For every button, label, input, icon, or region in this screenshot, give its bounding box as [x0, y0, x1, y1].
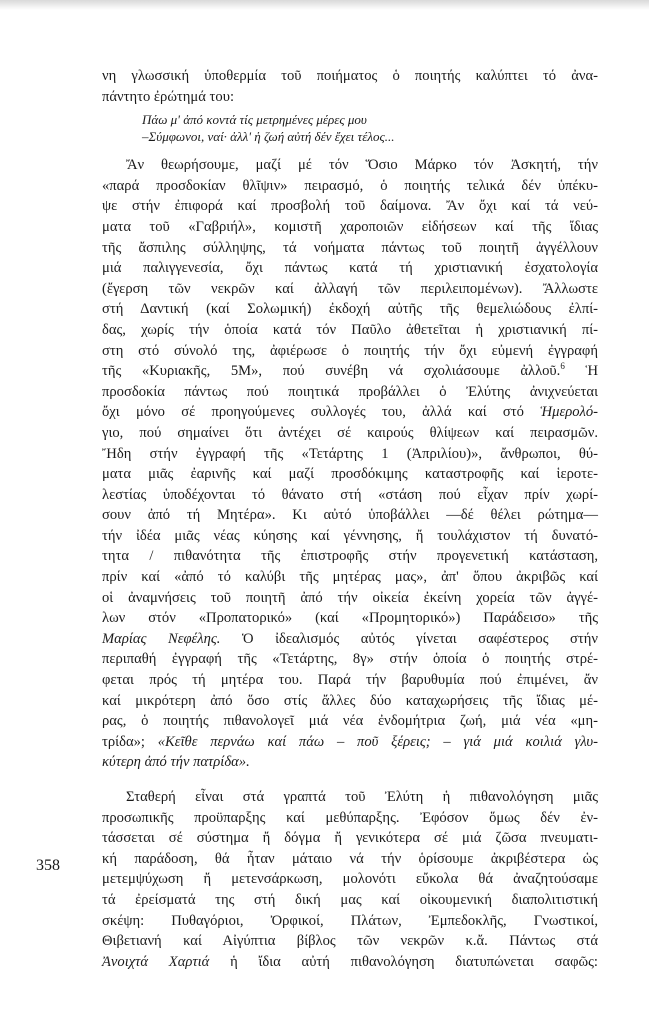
- text-line: [102, 952, 598, 973]
- inline-quote: «Κεῖθε περνάω καί πάω – ποῦ ξέρεις; – γιά μιά κοιλιά γλυ-: [157, 733, 598, 750]
- text-line: [102, 629, 598, 650]
- text-line: γιο, πού σημαίνει ὅτι ἀντέχει σέ καιρούς θλίψεων καί πειρασμῶν.: [102, 424, 598, 441]
- text-segment: τρίδα»;: [102, 733, 145, 750]
- text-segment: Ὁ ἰδεαλισμός αὐτός γίνεται σαφέστερος στήν: [241, 630, 598, 647]
- text-line: στή Δαντική (καί Σολωμική) ἐκδοχή αὐτῆς τῆς θεμελιώδους ἐλπί-: [102, 301, 598, 318]
- text-line: στη στό σύνολό της, ἀφιέρωσε ὁ ποιητής τήν ὄχι εὐμενή ἐγγραφή: [102, 342, 598, 359]
- text-segment: Ἡ: [585, 363, 598, 380]
- book-title-hmerologio: Ἡμερολό-: [540, 404, 598, 421]
- text-line: οἱ ἀναμνήσεις τοῦ ποιητῆ ἀπό τήν οἰκεία ἐκείνη χορεία τῶν ἀγγέ-: [102, 589, 598, 606]
- text-line: ματα μιᾶς ἐαρινῆς καί μαζί προσδόκιμης καταστροφῆς καί ἱεροτε-: [102, 466, 598, 483]
- text-line: [102, 361, 598, 382]
- text-line: [102, 732, 598, 753]
- opening-paragraph: [102, 66, 598, 107]
- text-line: ψε στήν ἐπιφορά καί προσβολή τοῦ δαίμονα. Ἄν ὄχι καί τά νεύ-: [102, 198, 598, 215]
- text-line: σουν ἀπό τή Μητέρα». Κι αὐτό ὑποβάλλει —δέ θέλει ρώτημα—: [102, 507, 598, 524]
- text-segment: ἡ ἴδια αὐτή πιθανολόγηση διατυπώνεται σαφῶς:: [230, 953, 598, 970]
- quote-line: –Σύμφωνοι, ναί· ἀλλ' ἡ ζωή αὐτή δέν ἔχει τέλος...: [142, 129, 395, 145]
- text-line: Ἄν θεωρήσουμε, μαζί μέ τόν Ὅσιο Μάρκο τόν Ἀσκητή, τήν: [126, 157, 598, 174]
- paragraph-2: [102, 787, 598, 972]
- text-line: νη γλωσσική ὑποθερμία τοῦ ποιήματος ὁ ποιητής καλύπτει τό ἀνα-: [102, 68, 598, 84]
- text-line: Σταθερή εἶναι στά γραπτά τοῦ Ἐλύτη ἡ πιθανολόγηση μιᾶς: [126, 789, 598, 805]
- text-line: σκέψη: Πυθαγόριοι, Ὀρφικοί, Πλάτων, Ἐμπεδοκλῆς, Γνωστικοί,: [102, 912, 598, 929]
- text-line: προσδοκία πάντως πού ποιητικά προβάλλει ὁ Ἐλύτης ἀνιχνεύεται: [102, 383, 598, 400]
- text-line: Ἤδη στήν ἐγγραφή τῆς «Τετάρτης 1 (Ἀπριλίου)», ἄνθρωποι, θύ-: [102, 445, 598, 462]
- text-line: Θιβετιανή καί Αἰγύπτια βίβλος τῶν νεκρῶν κ.ἄ. Πάντως στά: [102, 933, 598, 950]
- text-line: [102, 402, 598, 423]
- text-line: κή παράδοση, θά ἦταν μάταιο νά τήν ὁρίσουμε ἀκριβέστερα ὡς: [102, 850, 598, 867]
- text-line: τῆς ἄσπιλης σύλληψης, τά νοήματα πάντως τοῦ ποιητῆ ἀγγέλλουν: [102, 239, 598, 256]
- text-line: τάσσεται σέ σύστημα ἤ δόγμα ἤ γενικότερα σέ μιά ζῶσα πνευματι-: [102, 830, 598, 847]
- text-line: «παρά προσδοκίαν θλῖψιν» πειρασμό, ὁ ποιητής τελικά δέν ὑπέκυ-: [102, 177, 598, 194]
- text-line: τά ἐρείσματά της στή δική μας καί οἰκουμενική διαπολιτιστική: [102, 891, 598, 908]
- text-line: προσωπικῆς προϋπαρξης καί μεθύπαρξης. Ἐφόσον ὅμως δέν ἐν-: [102, 809, 598, 826]
- text-line: φεται πρός τή μητέρα του. Παρά τήν βαρυθυμία πού ἐπιμένει, ἄν: [102, 672, 598, 689]
- text-line: πρίν καί «ἀπό τό καλύβι τῆς μητέρας μας», ἀπ' ὅπου ἀκριβῶς καί: [102, 569, 598, 586]
- text-line: δας, χωρίς τήν ὁποία κατά τόν Παῦλο ἀθετεῖται ἡ χριστιανική πί-: [102, 321, 598, 338]
- footnote-marker: 6: [560, 361, 565, 372]
- text-line: λων στόν «Προπατορικό» (καί «Προμητορικό») Παράδεισο» τῆς: [102, 610, 598, 627]
- text-segment: ὄχι μόνο σέ προηγούμενες συλλογές του, ἀλλά καί στό: [102, 404, 524, 421]
- text-line: πάντητο ἐρώτημά του:: [102, 88, 234, 105]
- book-title-maria: Μαρίας Νεφέλης.: [102, 630, 221, 647]
- page-number: 358: [36, 857, 60, 874]
- text-line: τήν ἰδέα μιᾶς νέας κύησης καί γέννησης, ἤ τουλάχιστον τή δυνατό-: [102, 527, 598, 544]
- text-line: μετεμψύχωση ἤ μετενσάρκωση, μολονότι εὔκολα θά ἀναζητούσαμε: [102, 871, 598, 888]
- book-title-anoixta: Ἀνοιχτά Χαρτιά: [102, 953, 210, 970]
- page-top-edge: [0, 0, 649, 10]
- poem-quote: [142, 111, 598, 145]
- text-line: περιπαθή ἐγγραφή τῆς «Τετάρτης, 8γ» στήν ὁποία ὁ ποιητής στρέ-: [102, 651, 598, 668]
- text-line: ρας, ὁ ποιητής πιθανολογεῖ μιά νέα ἐνδομήτρια ζωή, μιά νέα «μη-: [102, 713, 598, 730]
- text-line: καί μικρότερη ἀπό ὅσο στίς ἄλλες δύο καταχωρήσεις τῆς ἴδιας μέ-: [102, 692, 598, 709]
- text-line: λεστίας ὑποδέχονται τό θάνατο στή «στάση πού εἶχαν πρίν χωρί-: [102, 486, 598, 503]
- text-line: κύτερη ἀπό τήν πατρίδα».: [102, 754, 250, 771]
- body-text: [102, 66, 598, 972]
- text-line: ματα τοῦ «Γαβριήλ», κομιστῆ χαροποιῶν εἰδήσεων καί τῆς ἴδιας: [102, 218, 598, 235]
- text-line: (ἔγερση τῶν νεκρῶν καί ἀλλαγή τῶν περιλειπομένων). Ἄλλωστε: [102, 280, 598, 297]
- text-line: τητα / πιθανότητα τῆς ἐπιστροφῆς στήν προγενετική κατάσταση,: [102, 548, 598, 565]
- quote-line: Πάω μ' ἀπό κοντά τίς μετρημένες μέρες μου: [142, 112, 367, 128]
- text-segment: τῆς «Κυριακῆς, 5Μ», πού συνέβη νά σχολιάσουμε ἀλλοῦ.: [102, 363, 561, 380]
- text-line: μιά παλιγγενεσία, ὄχι πάντως κατά τή χριστιανική ἐσχατολογία: [102, 260, 598, 277]
- paragraph-1: [102, 155, 598, 773]
